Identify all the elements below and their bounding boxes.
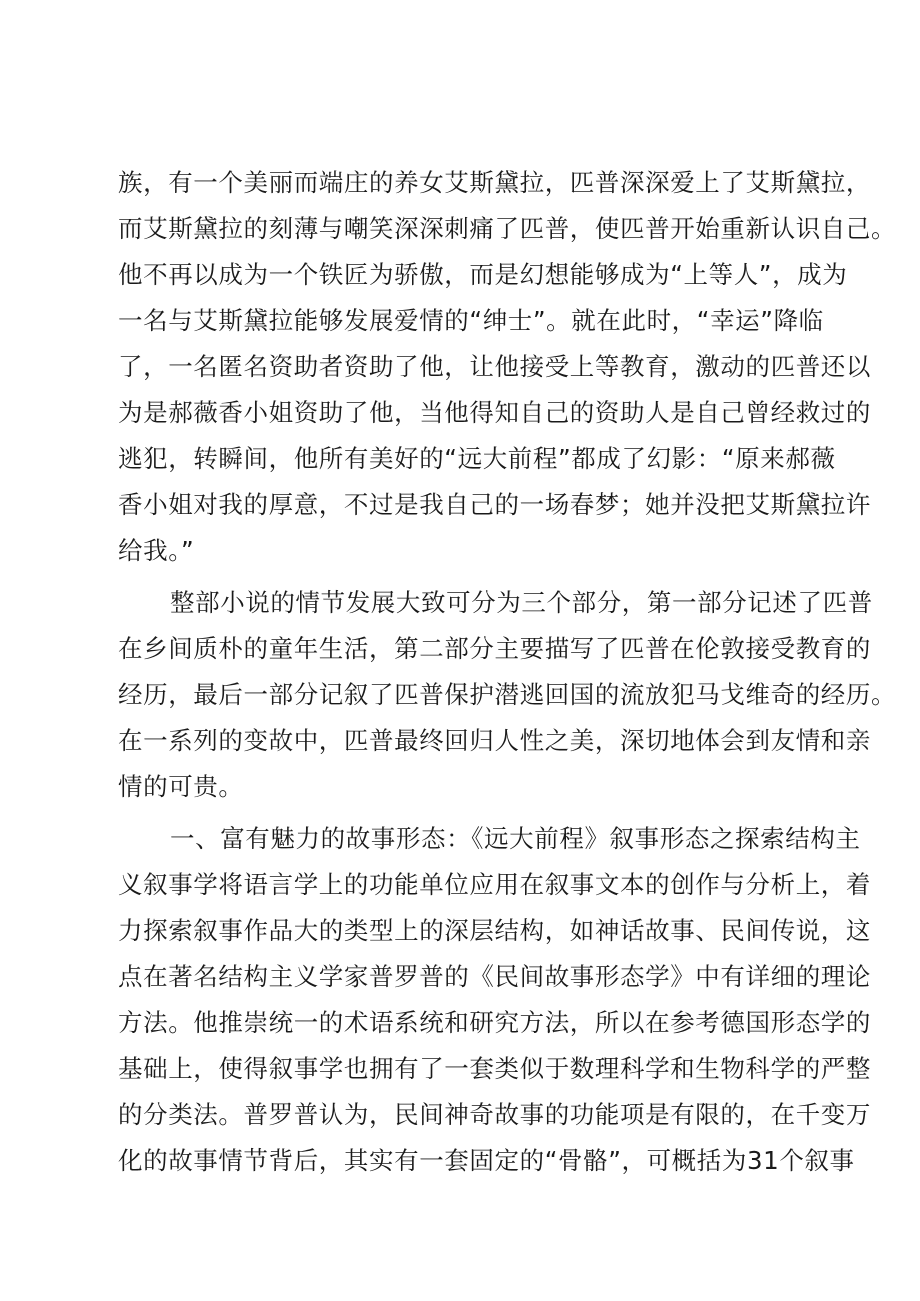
paragraph-pip-estella [118,160,897,574]
text-line: 一、富有魅力的故事形态：《远大前程》叙事形态之探索结构主 [170,824,861,853]
text-line: 力探索叙事作品大的类型上的深层结构，如神话故事、民间传说，这 [118,916,871,945]
text-line: 情的可贵。 [118,772,244,801]
text-line: 香小姐对我的厚意，不过是我自己的一场春梦；她并没把艾斯黛拉许 [118,490,871,519]
text-line: 化的故事情节背后，其实有一套固定的“骨骼”，可概括为31个叙事 [118,1146,855,1175]
paragraph-plot-structure [118,580,897,810]
text-line: 的分类法。普罗普认为，民间神奇故事的功能项是有限的，在千变万 [118,1100,871,1129]
text-line: 整部小说的情节发展大致可分为三个部分，第一部分记述了匹普 [170,588,873,617]
text-line: 基础上，使得叙事学也拥有了一套类似于数理科学和生物科学的严整 [118,1054,871,1083]
text-line: 方法。他推崇统一的术语系统和研究方法，所以在参考德国形态学的 [118,1008,871,1037]
text-line: 他不再以成为一个铁匠为骄傲，而是幻想能够成为“上等人”，成为 [118,260,848,289]
text-line: 在一系列的变故中，匹普最终回归人性之美，深切地体会到友情和亲 [118,726,871,755]
body-text [118,160,897,1184]
text-line: 为是郝薇香小姐资助了他，当他得知自己的资助人是自己曾经救过的 [118,398,871,427]
text-line: 在乡间质朴的童年生活，第二部分主要描写了匹普在伦敦接受教育的 [118,634,871,663]
text-line: 义叙事学将语言学上的功能单位应用在叙事文本的创作与分析上，着 [118,870,871,899]
text-line: 经历，最后一部分记叙了匹普保护潜逃回国的流放犯马戈维奇的经历。 [118,680,897,709]
paragraph-narrative-form [118,816,871,1184]
text-line: 族，有一个美丽而端庄的养女艾斯黛拉，匹普深深爱上了艾斯黛拉， [118,168,871,197]
text-line: 一名与艾斯黛拉能够发展爱情的“绅士”。就在此时，“幸运”降临 [118,306,824,335]
text-line: 点在著名结构主义学家普罗普的《民间故事形态学》中有详细的理论 [118,962,871,991]
text-line: 了，一名匿名资助者资助了他，让他接受上等教育，激动的匹普还以 [118,352,871,381]
text-line: 逃犯，转瞬间，他所有美好的“远大前程”都成了幻影：“原来郝薇 [118,444,836,473]
text-line: 而艾斯黛拉的刻薄与嘲笑深深刺痛了匹普，使匹普开始重新认识自己。 [118,214,897,243]
text-line: 给我。” [118,536,195,565]
